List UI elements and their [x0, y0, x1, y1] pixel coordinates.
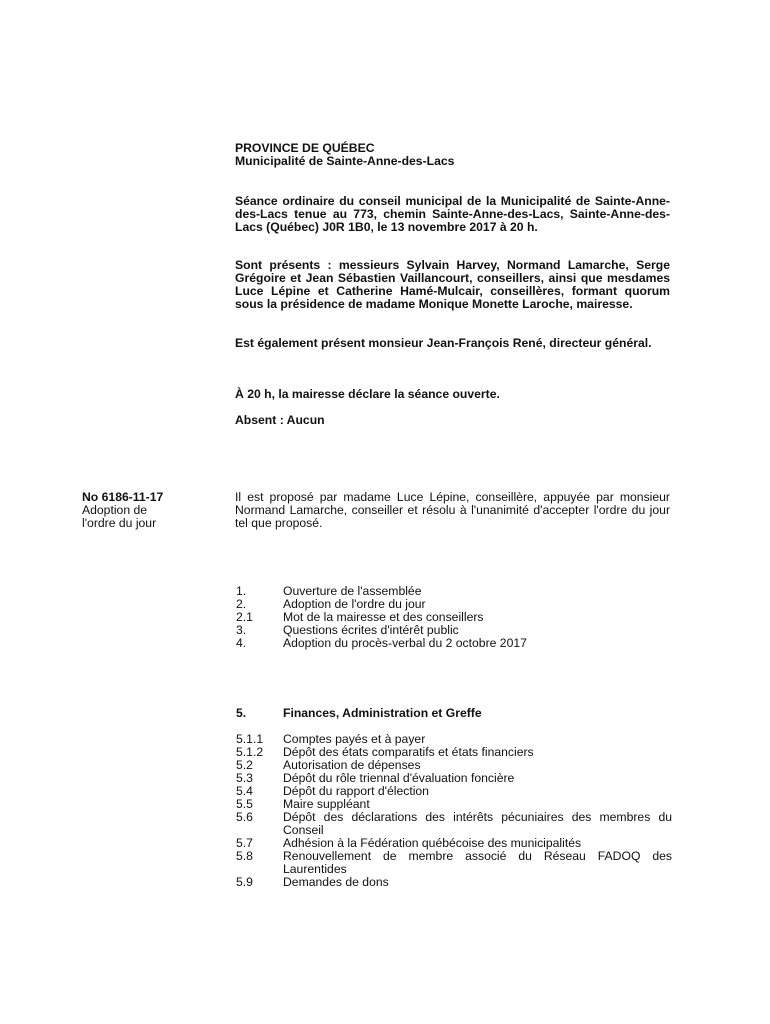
agenda-list-part-2 [236, 733, 672, 889]
agenda-item-text: Ouverture de l'assemblée [283, 584, 422, 598]
session-paragraph: Séance ordinaire du conseil municipal de la Municipalité de Sainte-Anne-des-Lacs tenue au 773, chemin Sainte-Anne-des-Lacs, Sainte-Anne-des-Lacs (Québec) J0R 1B0, le 13 novembre 2017 à 20 h. [235, 194, 670, 234]
agenda-item-text: Adhésion à la Fédération québécoise des municipalités [283, 836, 582, 850]
agenda-item-text: Comptes payés et à payer [283, 732, 426, 746]
agenda-item-text: Adoption du procès-verbal du 2 octobre 2017 [283, 636, 527, 650]
absent-statement: Absent : Aucun [235, 413, 325, 427]
agenda-item-number: 5.3 [236, 771, 253, 785]
agenda-item-number: 5.5 [236, 797, 253, 811]
also-present-paragraph: Est également présent monsieur Jean-François René, directeur général. [235, 336, 652, 350]
agenda-item [236, 637, 672, 650]
agenda-list-part-1 [236, 585, 672, 650]
agenda-item-text: Dépôt des états comparatifs et états financiers [283, 745, 534, 759]
agenda-item-number: 2. [236, 597, 247, 611]
agenda-item-text: Adoption de l'ordre du jour [283, 597, 426, 611]
agenda-item-number: 1. [236, 584, 247, 598]
resolution-subject-line-1: Adoption de [82, 503, 148, 517]
agenda-item-text: Mot de la mairesse et des conseillers [283, 610, 484, 624]
agenda-item-text: Autorisation de dépenses [283, 758, 421, 772]
agenda-item-number: 5.7 [236, 836, 253, 850]
resolution-text: Il est proposé par madame Luce Lépine, conseillère, appuyée par monsieur Normand Lamarche, conseiller et résolu à l'unanimité d'accepter l'ordre du jour tel que proposé. [235, 490, 670, 530]
agenda-item-number: 3. [236, 623, 247, 637]
agenda-item-number: 5.4 [236, 784, 253, 798]
province-heading: PROVINCE DE QUÉBEC [235, 141, 375, 155]
agenda-item-number: 4. [236, 636, 247, 650]
agenda-item [236, 876, 672, 889]
document-header [235, 142, 670, 168]
agenda-item-text: Dépôt du rôle triennal d'évaluation foncière [283, 771, 515, 785]
resolution-subject-line-2: l'ordre du jour [82, 516, 157, 530]
agenda-item-number: 5.1.1 [236, 732, 264, 746]
agenda-item-text: Renouvellement de membre associé du Réseau FADOQ des Laurentides [283, 849, 672, 876]
agenda-item [236, 811, 672, 837]
section-5-number: 5. [236, 706, 247, 720]
agenda-item-text: Questions écrites d'intérêt public [283, 623, 459, 637]
opening-statement: À 20 h, la mairesse déclare la séance ouverte. [235, 387, 500, 401]
agenda-item-text: Maire suppléant [283, 797, 370, 811]
agenda-item-number: 5.6 [236, 810, 253, 824]
resolution-margin-note [82, 491, 222, 530]
municipality-heading: Municipalité de Sainte-Anne-des-Lacs [235, 154, 455, 168]
agenda-item-number: 5.1.2 [236, 745, 264, 759]
agenda-item-text: Demandes de dons [283, 875, 389, 889]
agenda-item [236, 850, 672, 876]
agenda-item-text: Dépôt du rapport d'élection [283, 784, 429, 798]
section-5-heading [236, 707, 672, 720]
attendance-paragraph: Sont présents : messieurs Sylvain Harvey, Normand Lamarche, Serge Grégoire et Jean Sébastien Vaillancourt, conseillers, ainsi que mesdames Luce Lépine et Catherine Hamé-Mulcair, conseillères, formant quorum sous la présidence de madame Monique Monette Laroche, mairesse. [235, 258, 670, 311]
agenda-item-number: 2.1 [236, 610, 253, 624]
agenda-item-number: 5.9 [236, 875, 253, 889]
agenda-item-text: Dépôt des déclarations des intérêts pécuniaires des membres du Conseil [283, 810, 672, 837]
agenda-item-number: 5.8 [236, 849, 253, 863]
section-5-title: Finances, Administration et Greffe [283, 706, 482, 720]
agenda-item-number: 5.2 [236, 758, 253, 772]
resolution-number: No 6186-11-17 [82, 490, 164, 504]
